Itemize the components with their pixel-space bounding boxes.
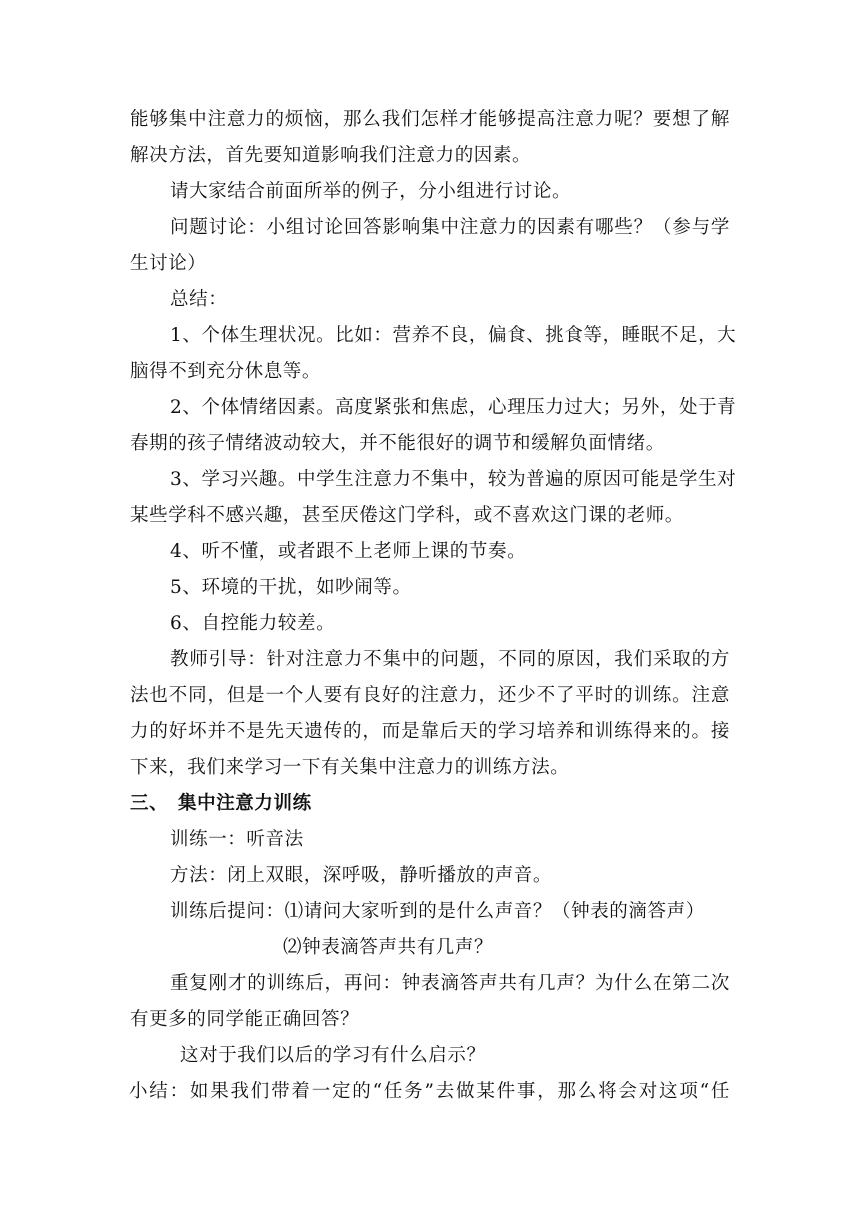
training-name: 训练一：听音法 <box>170 829 304 850</box>
document-page <box>129 102 737 1110</box>
factor-item-5 <box>130 570 730 606</box>
text-line: 2、个体情绪因素。高度紧张和焦虑，心理压力过大；另外，处于青 <box>170 397 737 418</box>
training-question-1: 训练后提问：⑴请问大家听到的是什么声音？（钟表的滴答声） <box>170 901 705 922</box>
paragraph-repeat-training <box>130 966 730 1038</box>
factor-item-1 <box>130 318 737 390</box>
paragraph-teacher-guidance <box>130 642 730 786</box>
factor-item-4 <box>130 534 730 570</box>
text-line: 5、环境的干扰，如吵闹等。 <box>170 577 412 598</box>
text-line: 重复刚才的训练后，再问：钟表滴答声共有几声？为什么在第二次 <box>170 973 730 994</box>
factor-item-2 <box>130 390 737 462</box>
training-question-2: ⑵钟表滴答声共有几声？ <box>283 937 494 958</box>
text-line: 6、自控能力较差。 <box>170 613 336 634</box>
text-line: 请大家结合前面所举的例子，分小组进行讨论。 <box>170 181 572 202</box>
training-inspiration: 这对于我们以后的学习有什么启示？ <box>180 1045 486 1066</box>
text-line: 下来，我们来学习一下有关集中注意力的训练方法。 <box>130 757 570 778</box>
factor-item-6 <box>130 606 730 642</box>
section-number: 三、 <box>130 793 169 814</box>
text-line: 有更多的同学能正确回答？ <box>130 1009 360 1030</box>
text-line: 问题讨论：小组讨论回答影响集中注意力的因素有哪些？（参与学 <box>170 217 730 238</box>
training-summary: 小结：如果我们带着一定的“任务”去做某件事，那么将会对这项“任 <box>129 1081 730 1102</box>
text-line: 4、听不懂，或者跟不上老师上课的节奏。 <box>170 541 527 562</box>
text-line: 法也不同，但是一个人要有良好的注意力，还少不了平时的训练。注意 <box>130 685 730 706</box>
paragraph-question-discussion <box>130 210 730 282</box>
paragraph-intro <box>130 102 730 174</box>
text-line: 教师引导：针对注意力不集中的问题，不同的原因，我们采取的方 <box>170 649 730 670</box>
paragraph-discussion-prompt <box>130 174 730 210</box>
text-line: 能够集中注意力的烦恼，那么我们怎样才能够提高注意力呢？要想了解 <box>130 109 730 130</box>
text-line: 总结： <box>170 289 228 310</box>
training-method: 方法：闭上双眼，深呼吸，静听播放的声音。 <box>170 865 553 886</box>
text-line: 脑得不到充分休息等。 <box>130 361 322 382</box>
section-title: 集中注意力训练 <box>178 793 312 814</box>
text-line: 生讨论） <box>130 253 207 274</box>
text-line: 力的好坏并不是先天遗传的，而是靠后天的学习培养和训练得来的。接 <box>130 721 730 742</box>
text-line: 解决方法，首先要知道影响我们注意力的因素。 <box>130 145 532 166</box>
section-heading <box>130 786 730 822</box>
text-line: 某些学科不感兴趣，甚至厌倦这门学科，或不喜欢这门课的老师。 <box>130 505 684 526</box>
text-line: 3、学习兴趣。中学生注意力不集中，较为普遍的原因可能是学生对 <box>170 469 737 490</box>
text-line: 1、个体生理状况。比如：营养不良，偏食、挑食等，睡眠不足，大 <box>170 325 737 346</box>
factor-item-3 <box>130 462 737 534</box>
paragraph-summary-label <box>130 282 730 318</box>
text-line: 春期的孩子情绪波动较大，并不能很好的调节和缓解负面情绪。 <box>130 433 665 454</box>
